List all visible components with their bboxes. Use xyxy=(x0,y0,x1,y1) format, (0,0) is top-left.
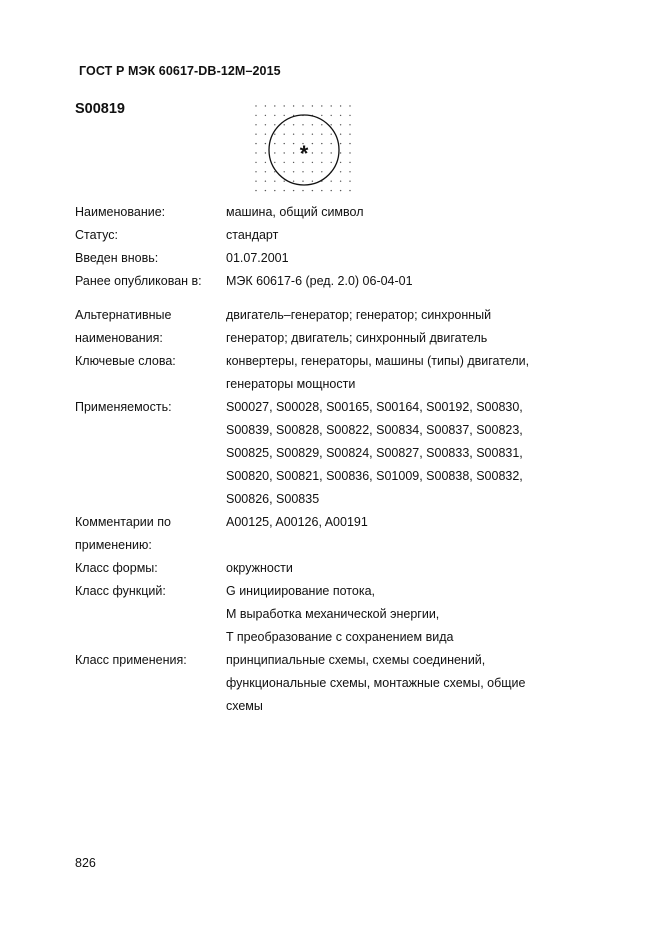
grid-dot xyxy=(340,115,341,116)
grid-dot xyxy=(331,124,332,125)
grid-dot xyxy=(331,105,332,106)
name-label: Наименование: xyxy=(75,205,166,219)
grid-dot xyxy=(265,181,266,182)
grid-dot xyxy=(302,105,303,106)
grid-dot xyxy=(312,152,313,153)
page-number: 826 xyxy=(75,856,96,870)
row-shape-class xyxy=(75,557,595,580)
grid-dot xyxy=(255,124,256,125)
alt-names-label-line: наименования: xyxy=(75,331,163,345)
application-class-label: Класс применения: xyxy=(75,653,187,667)
grid-dot xyxy=(255,134,256,135)
shape-class-value: окружности xyxy=(226,561,293,575)
grid-dot xyxy=(321,190,322,191)
grid-dot xyxy=(312,162,313,163)
applicability-line: S00825, S00829, S00824, S00827, S00833, S00831, xyxy=(226,446,523,460)
shape-class-label: Класс формы: xyxy=(75,561,158,575)
grid-dot xyxy=(321,171,322,172)
grid-dot xyxy=(265,105,266,106)
grid-dot xyxy=(265,143,266,144)
grid-dot xyxy=(302,181,303,182)
comments-label-line: Комментарии по xyxy=(75,515,171,529)
grid-dot xyxy=(312,143,313,144)
grid-dot xyxy=(331,162,332,163)
application-class-line: схемы xyxy=(226,699,263,713)
introduced-value: 01.07.2001 xyxy=(226,251,289,265)
grid-dot xyxy=(349,124,350,125)
grid-dot xyxy=(331,134,332,135)
applicability-line: S00027, S00028, S00165, S00164, S00192, S00830, xyxy=(226,400,523,414)
document-header: ГОСТ Р МЭК 60617-DB-12M–2015 xyxy=(79,64,281,78)
published-value: МЭК 60617-6 (ред. 2.0) 06-04-01 xyxy=(226,274,413,288)
row-application-class xyxy=(75,649,595,718)
symbol-code: S00819 xyxy=(75,101,125,117)
grid-dot xyxy=(284,143,285,144)
keywords-line: генераторы мощности xyxy=(226,377,356,391)
published-label: Ранее опубликован в: xyxy=(75,274,202,288)
alt-names-label xyxy=(75,304,226,350)
grid-dot xyxy=(302,134,303,135)
applicability-value xyxy=(226,396,595,511)
application-class-value xyxy=(226,649,595,718)
grid-dot xyxy=(349,134,350,135)
function-class-label: Класс функций: xyxy=(75,584,166,598)
grid-dot xyxy=(331,115,332,116)
grid-dot xyxy=(293,105,294,106)
grid-dot xyxy=(284,124,285,125)
introduced-label: Введен вновь: xyxy=(75,251,159,265)
grid-dot xyxy=(274,162,275,163)
grid-dot xyxy=(284,190,285,191)
grid-dot xyxy=(312,105,313,106)
grid-dot xyxy=(349,190,350,191)
grid-dot xyxy=(274,190,275,191)
grid-dot xyxy=(293,181,294,182)
keywords-line: конвертеры, генераторы, машины (типы) двигатели, xyxy=(226,354,530,368)
grid-dot xyxy=(349,105,350,106)
grid-dot xyxy=(255,152,256,153)
grid-dot xyxy=(293,124,294,125)
function-class-value xyxy=(226,580,595,649)
function-class-line: T преобразование с сохранением вида xyxy=(226,630,454,644)
grid-dot xyxy=(274,134,275,135)
grid-dot xyxy=(312,181,313,182)
row-name xyxy=(75,201,595,224)
name-value: машина, общий символ xyxy=(226,205,364,219)
grid-dot xyxy=(312,134,313,135)
grid-dot xyxy=(284,152,285,153)
applicability-line: S00839, S00828, S00822, S00834, S00837, S00823, xyxy=(226,423,523,437)
grid-dot xyxy=(349,171,350,172)
grid-dot xyxy=(302,190,303,191)
grid-dot xyxy=(321,152,322,153)
grid-dot xyxy=(255,143,256,144)
grid-dot xyxy=(255,171,256,172)
grid-dot xyxy=(265,115,266,116)
grid-dot xyxy=(302,171,303,172)
grid-dot xyxy=(331,190,332,191)
grid-dot xyxy=(349,162,350,163)
grid-dot xyxy=(284,171,285,172)
grid-dot xyxy=(274,143,275,144)
grid-dot xyxy=(321,134,322,135)
grid-dot xyxy=(340,171,341,172)
function-class-line: G инициирование потока, xyxy=(226,584,376,598)
row-applicability xyxy=(75,396,595,511)
applicability-line: S00820, S00821, S00836, S01009, S00838, S00832, xyxy=(226,469,523,483)
grid-dot xyxy=(255,105,256,106)
row-status xyxy=(75,224,595,247)
grid-dot xyxy=(340,181,341,182)
grid-dot xyxy=(340,143,341,144)
grid-dot xyxy=(284,105,285,106)
grid-dot xyxy=(274,181,275,182)
grid-dot xyxy=(349,143,350,144)
alt-names-value xyxy=(226,304,595,350)
grid-dot xyxy=(293,190,294,191)
status-label: Статус: xyxy=(75,228,118,242)
grid-dot xyxy=(349,152,350,153)
grid-dot xyxy=(274,105,275,106)
alt-names-label-line: Альтернативные xyxy=(75,308,172,322)
grid-dot xyxy=(340,162,341,163)
applicability-label: Применяемость: xyxy=(75,400,172,414)
grid-dot xyxy=(274,171,275,172)
comments-label xyxy=(75,511,226,557)
grid-dot xyxy=(321,143,322,144)
grid-dot xyxy=(284,162,285,163)
row-alt-names xyxy=(75,304,595,350)
row-comments xyxy=(75,511,595,557)
grid-dot xyxy=(293,152,294,153)
row-published xyxy=(75,270,595,293)
grid-dot xyxy=(293,143,294,144)
grid-dot xyxy=(349,115,350,116)
symbol-properties xyxy=(75,201,595,718)
grid-dot xyxy=(255,162,256,163)
grid-dot xyxy=(293,134,294,135)
comments-value: A00125, A00126, A00191 xyxy=(226,515,368,529)
grid-dot xyxy=(274,115,275,116)
grid-dot xyxy=(321,124,322,125)
application-class-line: функциональные схемы, монтажные схемы, общие xyxy=(226,676,526,690)
grid-dot xyxy=(312,171,313,172)
machine-asterisk: * xyxy=(299,141,309,166)
grid-dot xyxy=(331,143,332,144)
grid-dot xyxy=(293,171,294,172)
grid-dot xyxy=(331,152,332,153)
grid-dot xyxy=(265,190,266,191)
grid-dot xyxy=(284,134,285,135)
grid-dot xyxy=(284,115,285,116)
applicability-line: S00826, S00835 xyxy=(226,492,320,506)
grid-dot xyxy=(265,171,266,172)
grid-dot xyxy=(321,115,322,116)
grid-dot xyxy=(321,162,322,163)
grid-dot xyxy=(312,124,313,125)
grid-dot xyxy=(255,115,256,116)
alt-names-line: генератор; двигатель; синхронный двигатель xyxy=(226,331,488,345)
keywords-label: Ключевые слова: xyxy=(75,354,176,368)
row-keywords xyxy=(75,350,595,396)
alt-names-line: двигатель–генератор; генератор; синхронный xyxy=(226,308,492,322)
comments-label-line: применению: xyxy=(75,538,152,552)
grid-dot xyxy=(255,190,256,191)
keywords-value xyxy=(226,350,595,396)
status-value: стандарт xyxy=(226,228,279,242)
grid-dot xyxy=(265,134,266,135)
grid-dot xyxy=(274,152,275,153)
grid-dot xyxy=(340,134,341,135)
function-class-line: M выработка механической энергии, xyxy=(226,607,440,621)
grid-dot xyxy=(340,124,341,125)
grid-dot xyxy=(349,181,350,182)
application-class-line: принципиальные схемы, схемы соединений, xyxy=(226,653,486,667)
grid-dot xyxy=(274,124,275,125)
grid-dot xyxy=(255,181,256,182)
grid-dot xyxy=(265,152,266,153)
grid-dot xyxy=(340,152,341,153)
grid-dot xyxy=(284,181,285,182)
grid-dot xyxy=(321,105,322,106)
row-introduced xyxy=(75,247,595,270)
row-function-class xyxy=(75,580,595,649)
grid-dot xyxy=(312,190,313,191)
grid-dot xyxy=(331,181,332,182)
grid-dot xyxy=(293,162,294,163)
grid-dot xyxy=(265,124,266,125)
grid-dot xyxy=(265,162,266,163)
circle-machine-symbol-icon xyxy=(252,102,356,194)
grid-dot xyxy=(340,105,341,106)
grid-dot xyxy=(302,124,303,125)
grid-dot xyxy=(340,190,341,191)
